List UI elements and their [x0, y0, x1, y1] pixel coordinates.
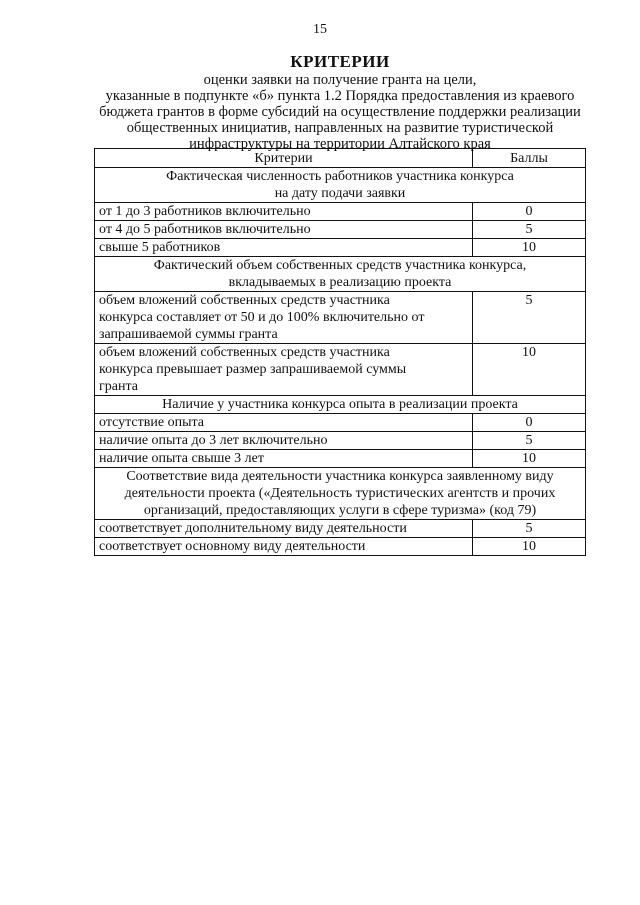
- criterion-cell: отсутствие опыта: [95, 414, 473, 432]
- criterion-cell: от 4 до 5 работников включительно: [95, 221, 473, 239]
- score-cell: 10: [473, 239, 586, 257]
- score-cell: 5: [473, 292, 586, 344]
- section-title-line: на дату подачи заявки: [274, 186, 406, 201]
- section-title-line: организаций, предоставляющих услуги в сфере туризма» (код 79): [143, 503, 537, 518]
- table-row: [95, 414, 586, 432]
- table-row: [95, 239, 586, 257]
- table-row: [95, 221, 586, 239]
- section-title: [95, 468, 586, 520]
- table-row: [95, 203, 586, 221]
- section-title-line: деятельности проекта («Деятельность туристических агентств и прочих: [124, 486, 556, 501]
- section-title: [95, 257, 586, 292]
- score-cell: 10: [473, 538, 586, 556]
- criterion-cell: наличие опыта свыше 3 лет: [95, 450, 473, 468]
- page-number: 15: [313, 22, 327, 37]
- heading-line: бюджета грантов в форме субсидий на осуществление поддержки реализации: [99, 104, 581, 120]
- score-cell: 5: [473, 520, 586, 538]
- criterion-line: гранта: [99, 379, 138, 394]
- score-cell: 10: [473, 450, 586, 468]
- criterion-cell: соответствует основному виду деятельности: [95, 538, 473, 556]
- table-header-row: [95, 149, 586, 168]
- criterion-line: объем вложений собственных средств участника: [99, 345, 390, 360]
- section-title-line: Соответствие вида деятельности участника конкурса заявленному виду: [126, 469, 554, 484]
- section-row: [95, 168, 586, 203]
- criterion-cell: [95, 292, 473, 344]
- criterion-line: конкурса составляет от 50 и до 100% включительно от: [99, 310, 425, 325]
- criterion-cell: от 1 до 3 работников включительно: [95, 203, 473, 221]
- section-row: [95, 396, 586, 414]
- table-row: [95, 344, 586, 396]
- score-cell: 0: [473, 203, 586, 221]
- criterion-cell: [95, 344, 473, 396]
- table-row: [95, 538, 586, 556]
- section-title: [95, 396, 586, 414]
- table-row: [95, 520, 586, 538]
- section-title-line: Фактическая численность работников участника конкурса: [166, 169, 514, 184]
- document-title: КРИТЕРИИ: [290, 52, 390, 71]
- heading-line: указанные в подпункте «б» пункта 1.2 Порядка предоставления из краевого: [105, 88, 575, 104]
- table-row: [95, 292, 586, 344]
- score-cell: 5: [473, 432, 586, 450]
- heading-line: общественных инициатив, направленных на развитие туристической: [126, 120, 554, 136]
- criterion-cell: свыше 5 работников: [95, 239, 473, 257]
- section-title: [95, 168, 586, 203]
- document-heading: [80, 52, 600, 152]
- criteria-table: [94, 148, 586, 556]
- section-row: [95, 468, 586, 520]
- section-title-line: Наличие у участника конкурса опыта в реализации проекта: [162, 397, 518, 412]
- score-cell: 10: [473, 344, 586, 396]
- section-title-line: вкладываемых в реализацию проекта: [228, 275, 452, 290]
- criterion-line: запрашиваемой суммы гранта: [99, 327, 278, 342]
- criterion-line: объем вложений собственных средств участника: [99, 293, 390, 308]
- section-row: [95, 257, 586, 292]
- score-cell: 0: [473, 414, 586, 432]
- section-title-line: Фактический объем собственных средств участника конкурса,: [153, 258, 527, 273]
- header-score: Баллы: [473, 149, 586, 168]
- table-row: [95, 450, 586, 468]
- header-criteria: Критерии: [95, 149, 473, 168]
- table-row: [95, 432, 586, 450]
- heading-line: инфраструктуры на территории Алтайского края: [189, 136, 491, 152]
- criterion-line: конкурса превышает размер запрашиваемой суммы: [99, 362, 407, 377]
- score-cell: 5: [473, 221, 586, 239]
- criterion-cell: соответствует дополнительному виду деятельности: [95, 520, 473, 538]
- heading-line: оценки заявки на получение гранта на цели,: [203, 72, 477, 88]
- criterion-cell: наличие опыта до 3 лет включительно: [95, 432, 473, 450]
